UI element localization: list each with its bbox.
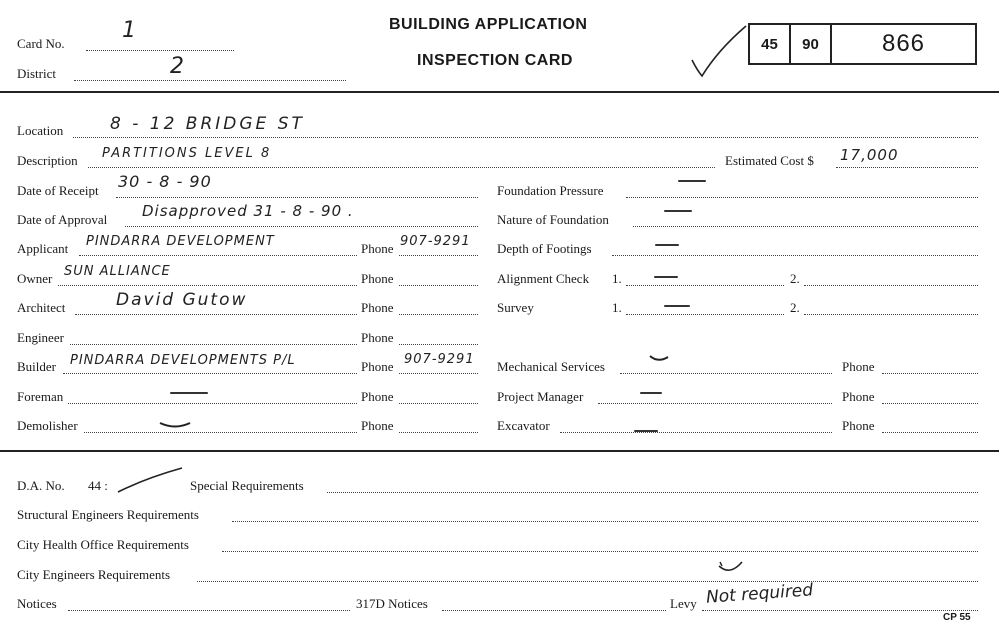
owner-value: SUN ALLIANCE [64,264,171,279]
survey-one-line [626,313,784,315]
levy-label: Levy [670,596,697,611]
project-manager-phone-label: Phone [842,389,875,404]
architect-label: Architect [17,300,66,315]
mechanical-label: Mechanical Services [497,359,605,374]
project-manager-line [598,402,832,404]
demolisher-label: Demolisher [17,418,78,433]
depth-footings-label: Depth of Footings [497,241,592,256]
top-divider [0,91,999,93]
form-code: CP 55 [943,612,971,623]
survey-label: Survey [497,300,534,315]
da-no-label: D.A. No. [17,478,65,493]
excavator-dash [634,430,658,432]
district-label: District [17,66,56,81]
health-label: City Health Office Requirements [17,537,189,552]
owner-phone-line [399,284,478,286]
mechanical-mark [648,354,670,364]
depth-footings-line [612,254,978,256]
card-no-label: Card No. [17,36,65,51]
owner-label: Owner [17,271,53,286]
foreman-phone-label: Phone [361,389,394,404]
owner-line [58,284,357,286]
mechanical-line [620,372,832,374]
levy-line [702,609,978,611]
city-eng-line [197,580,978,582]
architect-phone-label: Phone [361,300,394,315]
card-no-line [86,49,234,51]
demolisher-line [84,431,357,433]
depth-footings-dash [655,244,679,246]
foreman-line [68,402,357,404]
bottom-divider [0,450,999,452]
nature-foundation-line [633,225,978,227]
builder-line [63,372,357,374]
code-box-a: 45 [748,23,791,65]
date-approval-label: Date of Approval [17,212,108,227]
da-no-value: 44 : [88,478,108,493]
builder-phone-line [399,372,478,374]
date-receipt-label: Date of Receipt [17,183,99,198]
structural-label: Structural Engineers Requirements [17,507,199,522]
levy-value: Not required [705,580,814,608]
excavator-phone-line [882,431,978,433]
estimated-cost-value: 17,000 [840,146,899,164]
survey-two-label: 2. [790,300,800,315]
survey-one-label: 1. [612,300,622,315]
notices-label: Notices [17,596,57,611]
city-eng-mark [716,560,746,578]
notices-line [68,609,350,611]
date-approval-value: Disapproved 31 - 8 - 90 . [142,202,354,220]
applicant-value: PINDARRA DEVELOPMENT [86,234,275,249]
engineer-line [70,343,357,345]
nature-foundation-label: Nature of Foundation [497,212,609,227]
location-label: Location [17,123,64,138]
date-receipt-line [116,196,478,198]
checkmark-icon [688,20,750,80]
builder-phone-label: Phone [361,359,394,374]
description-line [88,166,715,168]
foundation-pressure-label: Foundation Pressure [497,183,604,198]
date-approval-line [125,225,478,227]
builder-value: PINDARRA DEVELOPMENTS P/L [70,353,296,368]
card-no-value: 1 [122,18,137,43]
mechanical-phone-line [882,372,978,374]
foreman-label: Foreman [17,389,64,404]
demolisher-phone-line [399,431,478,433]
alignment-two-label: 2. [790,271,800,286]
demolisher-phone-label: Phone [361,418,394,433]
applicant-phone-label: Phone [361,241,394,256]
special-req-line [327,491,978,493]
special-req-label: Special Requirements [190,478,304,493]
district-value: 2 [170,54,185,79]
district-line [74,79,346,81]
owner-phone-label: Phone [361,271,394,286]
location-value: 8 - 12 BRIDGE ST [110,114,305,134]
notices-317d-line [442,609,666,611]
mechanical-phone-label: Phone [842,359,875,374]
architect-line [75,313,357,315]
estimated-cost-label: Estimated Cost $ [725,153,814,168]
alignment-check-label: Alignment Check [497,271,590,286]
engineer-label: Engineer [17,330,64,345]
project-manager-label: Project Manager [497,389,584,404]
survey-two-line [804,313,978,315]
form-title-line2: INSPECTION CARD [417,52,573,69]
excavator-label: Excavator [497,418,550,433]
foundation-pressure-dash [678,180,706,182]
da-no-stroke [116,466,184,494]
code-box-number: 866 [830,23,977,65]
foreman-phone-line [399,402,478,404]
description-label: Description [17,153,78,168]
project-manager-phone-line [882,402,978,404]
foundation-pressure-line [626,196,978,198]
excavator-line [560,431,832,433]
date-receipt-value: 30 - 8 - 90 [118,172,212,191]
builder-label: Builder [17,359,56,374]
architect-phone-line [399,313,478,315]
alignment-one-line [626,284,784,286]
alignment-dash [654,276,678,278]
applicant-phone-line [399,254,478,256]
nature-foundation-dash [664,210,692,212]
form-title-line1: BUILDING APPLICATION [389,16,588,33]
description-value: PARTITIONS LEVEL 8 [102,146,272,161]
health-line [222,550,978,552]
engineer-phone-line [399,343,478,345]
location-line [73,136,978,138]
excavator-phone-label: Phone [842,418,875,433]
applicant-phone-value: 907-9291 [400,234,471,249]
engineer-phone-label: Phone [361,330,394,345]
city-eng-label: City Engineers Requirements [17,567,171,582]
builder-phone-value: 907-9291 [404,352,475,367]
structural-line [232,520,978,522]
applicant-label: Applicant [17,241,69,256]
code-box-b: 90 [789,23,832,65]
applicant-line [79,254,357,256]
alignment-one-label: 1. [612,271,622,286]
alignment-two-line [804,284,978,286]
architect-value: David Gutow [116,290,248,310]
foreman-dash [170,392,208,394]
project-manager-dash [640,392,662,394]
estimated-cost-line [836,166,978,168]
demolisher-mark [158,420,192,430]
notices-317d-label: 317D Notices [356,596,428,611]
survey-dash [664,305,690,307]
